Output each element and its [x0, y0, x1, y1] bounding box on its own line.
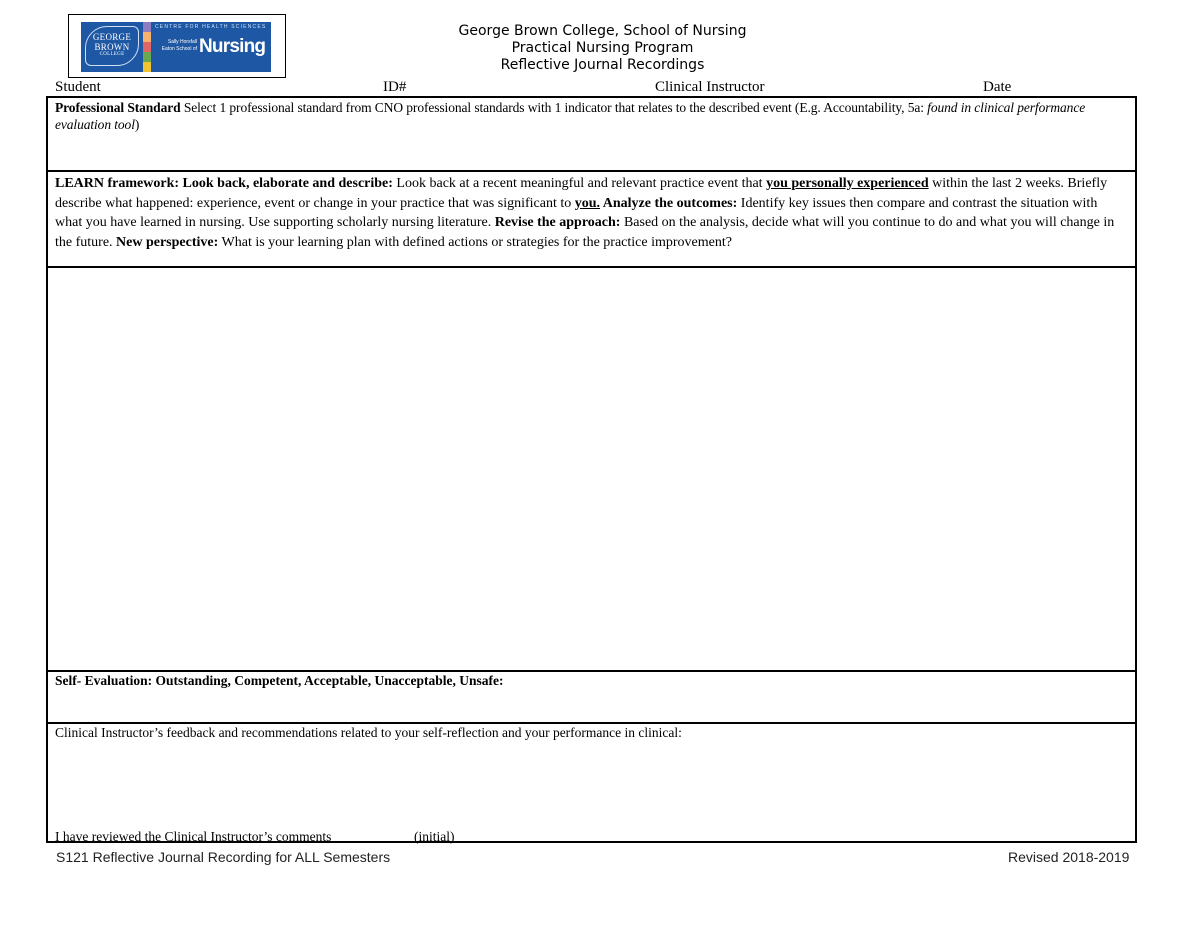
- learn-emphasis: you.: [574, 195, 601, 211]
- learn-text: Look back at a recent meaningful and relevant practice event that: [392, 176, 767, 191]
- professional-standard-close: ): [134, 117, 140, 132]
- clinical-instructor-label: Clinical Instructor: [655, 79, 765, 95]
- learn-heading-look-back: LEARN framework: Look back, elaborate and describe:: [55, 176, 393, 191]
- self-evaluation-label: Self- Evaluation: Outstanding, Competent, Acceptable, Unacceptable, Unsafe:: [55, 673, 504, 688]
- learn-text: Based on the analysis, decide what will you continue to do and what you will change in the future.: [55, 215, 1115, 250]
- student-label: Student: [55, 79, 101, 95]
- logo-nursing-text: Nursing: [199, 36, 266, 57]
- reviewed-statement: I have reviewed the Clinical Instructor’s comments: [55, 829, 332, 844]
- instructor-feedback-row[interactable]: [48, 722, 1135, 845]
- journal-entry-area[interactable]: [48, 266, 1135, 670]
- self-evaluation-row[interactable]: [48, 670, 1135, 722]
- learn-framework-row: [48, 170, 1135, 266]
- learn-heading-new-perspective: New perspective:: [116, 234, 219, 250]
- document-header: [350, 23, 855, 74]
- date-label: Date: [983, 79, 1012, 95]
- professional-standard-note: found in clinical performance evaluation tool: [55, 100, 1086, 132]
- professional-standard-text: [55, 99, 1127, 133]
- logo-banner: [81, 22, 271, 72]
- initial-label: (initial): [414, 829, 455, 844]
- learn-text: What is your learning plan with defined actions or strategies for the practice improvement?: [218, 234, 732, 250]
- learn-heading-revise: Revise the approach:: [494, 215, 621, 230]
- logo-color-strips: [143, 22, 151, 72]
- journal-form: [46, 96, 1137, 843]
- header-document-title: Reflective Journal Recordings: [500, 57, 705, 73]
- id-label: ID#: [383, 79, 407, 95]
- college-logo: [68, 14, 286, 78]
- professional-standard-instruction: Select 1 professional standard from CNO professional standards with 1 indicator that relates to the described event (E.g. Accountability, 5a:: [180, 100, 928, 115]
- george-brown-mark: [85, 26, 139, 66]
- learn-emphasis: you personally experienced: [766, 176, 929, 191]
- header-program: Practical Nursing Program: [511, 40, 694, 56]
- instructor-feedback-prompt: Clinical Instructor’s feedback and recommendations related to your self-reflection and your performance in clinical:: [55, 725, 682, 740]
- learn-text: within the last 2 weeks. Briefly describe what happened: experience, event or change in your practice that was significant to: [55, 176, 1108, 211]
- header-college: George Brown College, School of Nursing: [458, 23, 747, 39]
- logo-strip: [143, 52, 151, 62]
- professional-standard-row[interactable]: [48, 98, 1135, 170]
- footer-form-code: S121 Reflective Journal Recording for ALL Semesters: [56, 849, 391, 865]
- logo-strip: [143, 22, 151, 32]
- logo-centre-text: CENTRE FOR HEALTH SCIENCES: [155, 24, 267, 30]
- learn-framework-text: [55, 174, 1127, 252]
- logo-college-name: GEORGE BROWN: [92, 32, 132, 52]
- logo-college-sub: COLLEGE: [99, 52, 125, 57]
- logo-strip: [143, 42, 151, 52]
- logo-strip: [143, 62, 151, 72]
- professional-standard-label: Professional Standard: [55, 100, 181, 115]
- logo-school-text: Sally Horsfall Eaton School of: [161, 39, 197, 52]
- footer-revision: Revised 2018-2019: [1008, 849, 1130, 865]
- logo-strip: [143, 32, 151, 42]
- learn-heading-analyze: Analyze the outcomes:: [600, 195, 738, 211]
- learn-text: Identify key issues then compare and contrast the situation with what you have learned in nursing. Use supporting scholarly nursing literature.: [55, 195, 1098, 230]
